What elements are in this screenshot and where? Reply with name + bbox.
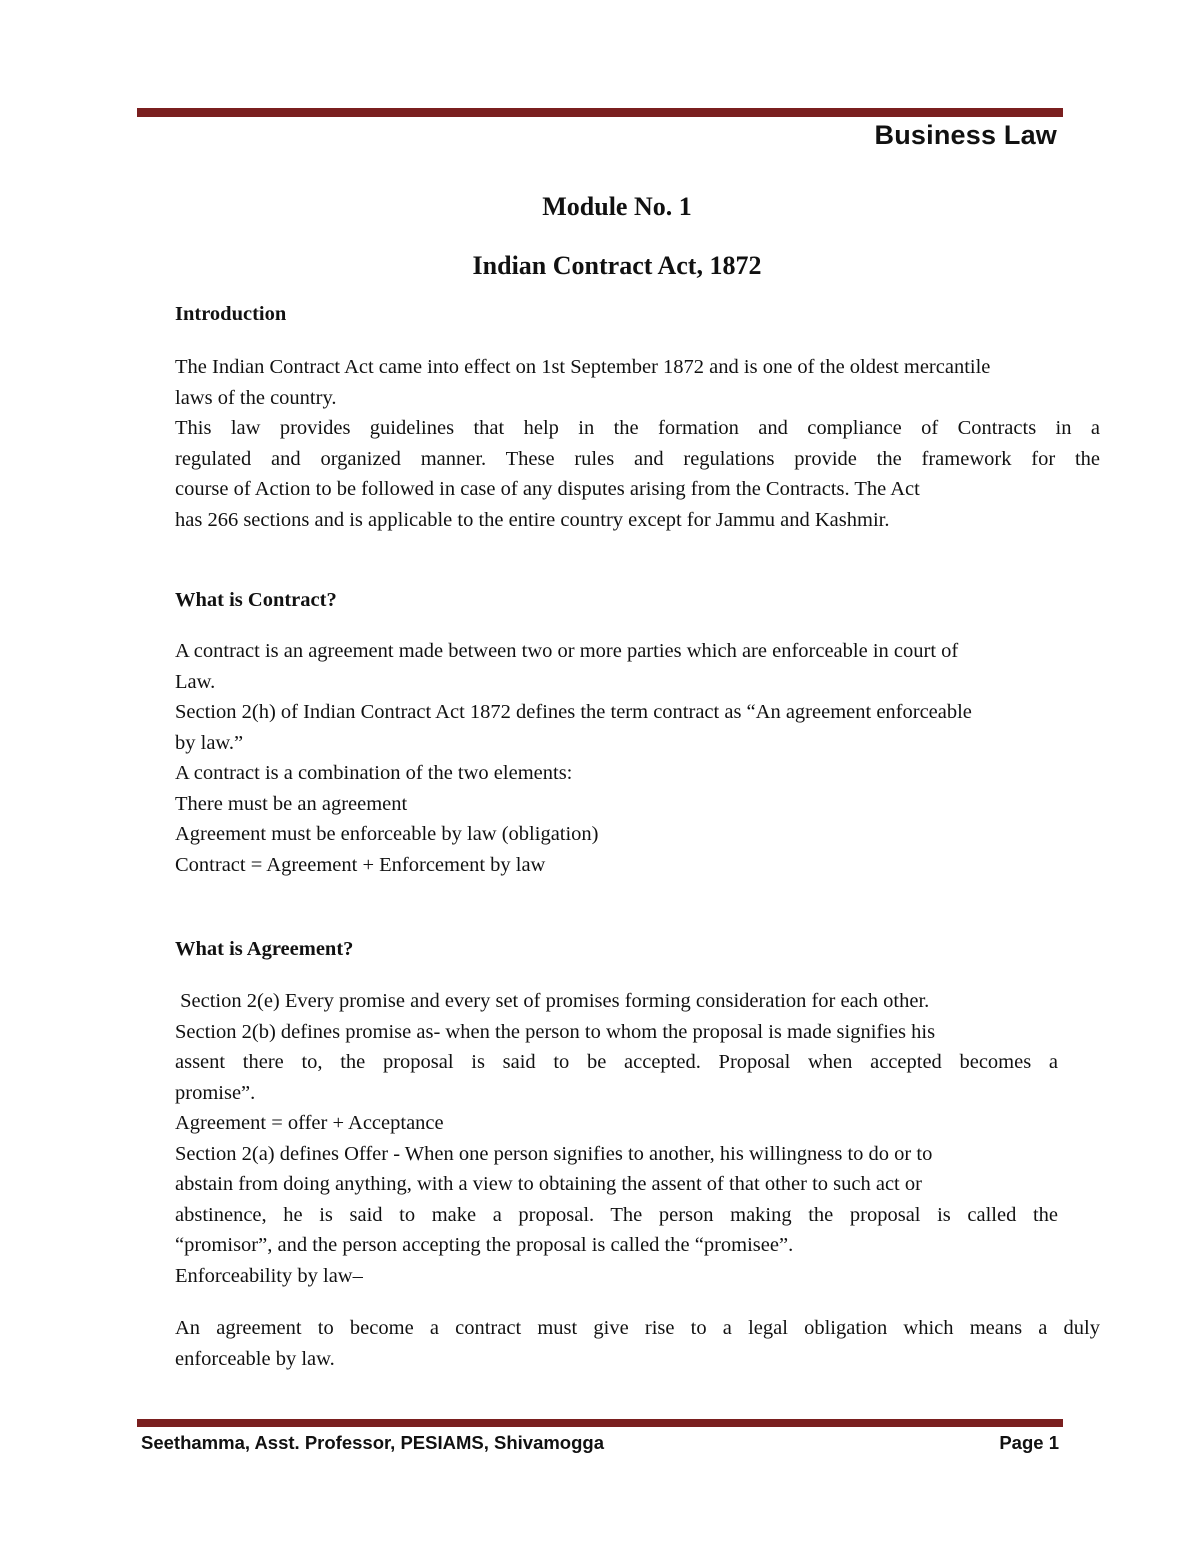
paragraph-line: A contract is a combination of the two elements: xyxy=(175,762,573,784)
paragraph-line: has 266 sections and is applicable to the entire country except for Jammu and Kashmir. xyxy=(175,508,890,531)
paragraph-line: A contract is an agreement made between two or more parties which are enforceable in court of xyxy=(175,640,959,662)
paragraph-line: laws of the country. xyxy=(175,386,337,409)
footer-rule xyxy=(137,1419,1063,1427)
paragraph-line: The Indian Contract Act came into effect on 1st September 1872 and is one of the oldest mercantile xyxy=(175,356,991,378)
agreement-heading: What is Agreement? xyxy=(175,938,354,960)
introduction-heading: Introduction xyxy=(175,303,287,325)
page-number: Page 1 xyxy=(999,1432,1059,1453)
module-number: Module No. 1 xyxy=(542,192,692,221)
contract-heading: What is Contract? xyxy=(175,589,337,611)
agreement-body xyxy=(175,986,1058,1291)
paragraph-line: Agreement = offer + Acceptance xyxy=(175,1112,444,1134)
paragraph-line: Contract = Agreement + Enforcement by law xyxy=(175,853,546,876)
paragraph-line: “promisor”, and the person accepting the proposal is called the “promisee”. xyxy=(175,1234,794,1256)
header-rule xyxy=(137,108,1063,117)
paragraph-line: There must be an agreement xyxy=(175,792,408,815)
paragraph-line: Section 2(a) defines Offer - When one person signifies to another, his willingness to do or to xyxy=(175,1142,933,1165)
paragraph-line: regulated and organized manner. These rules and regulations provide the framework for the xyxy=(175,447,1100,470)
paragraph-line: abstinence, he is said to make a proposal. The person making the proposal is called the xyxy=(175,1203,1058,1226)
paragraph-line: Section 2(e) Every promise and every set of promises forming consideration for each other. xyxy=(175,990,930,1012)
paragraph-line: assent there to, the proposal is said to be accepted. Proposal when accepted becomes a xyxy=(175,1051,1058,1073)
paragraph-line: Section 2(b) defines promise as- when the person to whom the proposal is made signifies his xyxy=(175,1020,936,1043)
footer-author: Seethamma, Asst. Professor, PESIAMS, Shivamogga xyxy=(141,1432,604,1453)
paragraph-line: promise”. xyxy=(175,1081,256,1104)
paragraph-line: An agreement to become a contract must give rise to a legal obligation which means a duly xyxy=(175,1317,1100,1339)
header-title: Business Law xyxy=(874,120,1057,150)
paragraph-line: course of Action to be followed in case of any disputes arising from the Contracts. The Act xyxy=(175,478,920,500)
paragraph-line: Enforceability by law– xyxy=(175,1264,363,1287)
paragraph-line: by law.” xyxy=(175,731,244,754)
paragraph-line: This law provides guidelines that help in the formation and compliance of Contracts in a xyxy=(175,417,1100,439)
document-title: Indian Contract Act, 1872 xyxy=(472,251,762,280)
agreement-closing xyxy=(175,1313,1100,1374)
paragraph-line: abstain from doing anything, with a view to obtaining the assent of that other to such act or xyxy=(175,1173,922,1195)
paragraph-line: Law. xyxy=(175,670,216,693)
paragraph-line: enforceable by law. xyxy=(175,1347,335,1370)
contract-body xyxy=(175,636,1100,880)
paragraph-line: Section 2(h) of Indian Contract Act 1872 defines the term contract as “An agreement enforceable xyxy=(175,701,972,723)
introduction-body xyxy=(175,352,1100,535)
paragraph-line: Agreement must be enforceable by law (obligation) xyxy=(175,823,599,845)
